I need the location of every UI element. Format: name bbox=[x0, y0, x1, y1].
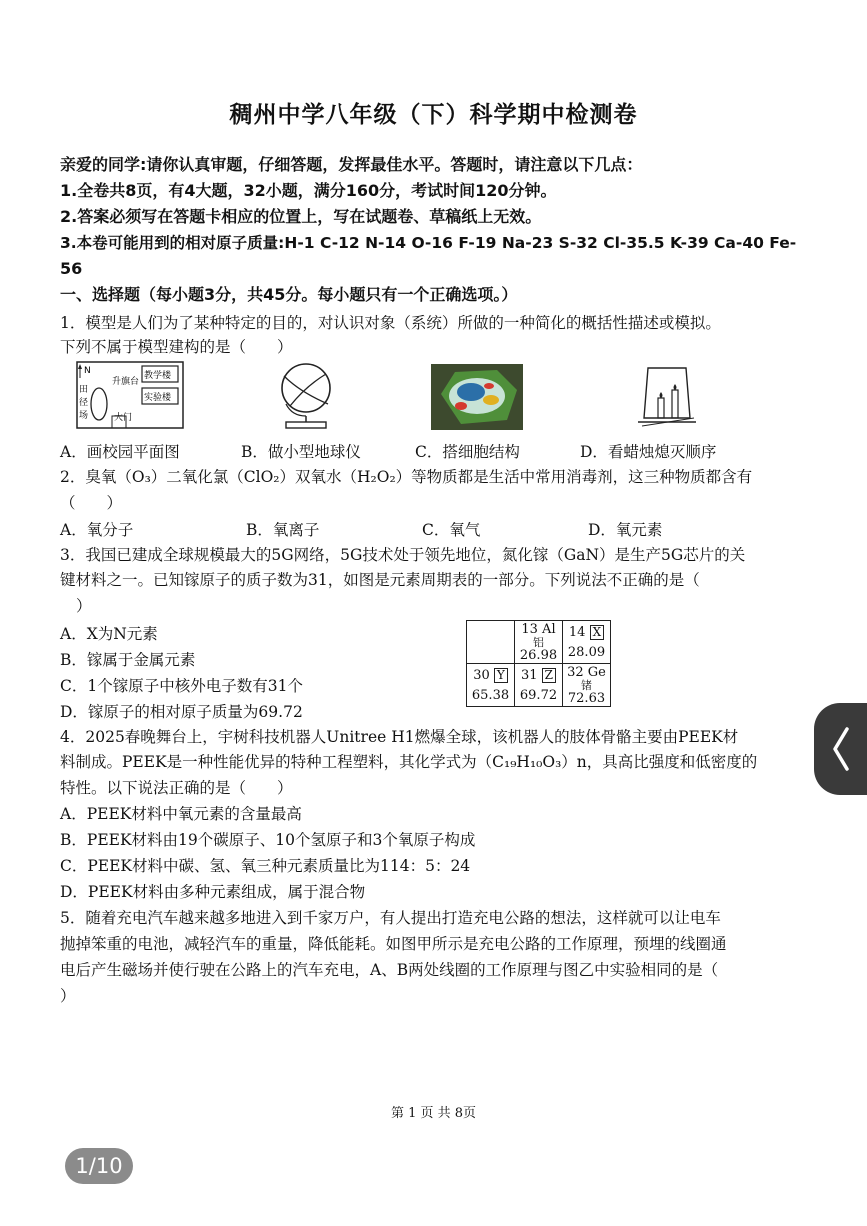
notice-item-3-cont: 56 bbox=[60, 259, 83, 278]
empty-cell bbox=[467, 621, 515, 664]
page-title: 稠州中学八年级（下）科学期中检测卷 bbox=[229, 102, 638, 128]
notice-item-1: 1.全卷共8页，有4大题，32小题，满分160分，考试时间120分钟。 bbox=[60, 181, 557, 200]
q4-option-c: C．PEEK材料中碳、氢、氧三种元素质量比为114：5：24 bbox=[60, 857, 471, 875]
q4-stem-line2: 料制成。PEEK是一种性能优异的特种工程塑料，其化学式为（C₁₉H₁₀O₃）n，具高比强度和低密度的 bbox=[60, 753, 758, 771]
q3-stem-line1: 3．我国已建成全球规模最大的5G网络，5G技术处于领先地位，氮化镓（GaN）是生产5G芯片的关 bbox=[60, 546, 746, 564]
platform-label: 升旗台 bbox=[112, 377, 140, 387]
q2-stem-line2: （ ） bbox=[60, 494, 123, 512]
q1-option-a: A．画校园平面图 bbox=[60, 443, 180, 461]
notice-item-3: 3.本卷可能用到的相对原子质量:H-1 C-12 N-14 O-16 F-19 Na-23 S-32 Cl-35.5 K-39 Ca-40 Fe- bbox=[60, 234, 797, 252]
element-cell-z: 31 Z 69.72 bbox=[515, 664, 563, 707]
element-cell-y: 30 Y 65.38 bbox=[467, 664, 515, 707]
q3-option-a: A．X为N元素 bbox=[60, 625, 158, 643]
q3-stem-line2: 键材料之一。已知镓原子的质子数为31，如图是元素周期表的一部分。下列说法不正确的是（ bbox=[60, 571, 700, 589]
element-cell-ge: 32 Ge 锗 72.63 bbox=[563, 664, 611, 707]
cell-model-figure bbox=[431, 364, 523, 430]
teaching-label: 教学楼 bbox=[144, 371, 172, 381]
svg-text:田: 田 bbox=[79, 385, 89, 395]
svg-text:径: 径 bbox=[79, 398, 89, 408]
q3-option-b: B．镓属于金属元素 bbox=[60, 651, 196, 669]
q4-option-b: B．PEEK材料由19个碳原子、10个氢原子和3个氧原子构成 bbox=[60, 831, 476, 849]
page-counter: 1/10 bbox=[65, 1148, 133, 1184]
candle-experiment-figure bbox=[634, 360, 700, 430]
q4-option-d: D．PEEK材料由多种元素组成，属于混合物 bbox=[60, 883, 366, 901]
globe-model-figure bbox=[270, 360, 340, 430]
q2-option-c: C．氧气 bbox=[422, 521, 481, 539]
q1-option-d: D．看蜡烛熄灭顺序 bbox=[580, 443, 717, 461]
q1-option-b: B．做小型地球仪 bbox=[241, 443, 361, 461]
q2-stem-line1: 2．臭氧（O₃）二氧化氯（ClO₂）双氧水（H₂O₂）等物质都是生活中常用消毒剂，这三种物质都含有 bbox=[60, 468, 753, 486]
q3-option-d: D．镓原子的相对原子质量为69.72 bbox=[60, 703, 303, 721]
q3-option-c: C．1个镓原子中核外电子数有31个 bbox=[60, 677, 303, 695]
svg-text:场: 场 bbox=[79, 411, 89, 421]
notice-greeting: 亲爱的同学:请你认真审题，仔细答题，发挥最佳水平。答题时，请注意以下几点： bbox=[60, 155, 643, 174]
side-collapse-tab[interactable] bbox=[814, 703, 867, 795]
q3-stem-line3: ） bbox=[76, 597, 92, 615]
q4-stem-line3: 特性。以下说法正确的是（ ） bbox=[60, 779, 293, 797]
periodic-table-excerpt bbox=[466, 620, 611, 707]
q4-stem-line1: 4．2025春晚舞台上，宇树科技机器人Unitree H1燃爆全球，该机器人的肢体骨骼主要由PEEK材 bbox=[60, 728, 739, 746]
q5-stem-line4: ） bbox=[60, 987, 76, 1005]
notice-item-2: 2.答案必须写在答题卡相应的位置上，写在试题卷、草稿纸上无效。 bbox=[60, 207, 542, 226]
q1-option-c: C．搭细胞结构 bbox=[415, 443, 520, 461]
campus-map-figure bbox=[74, 360, 186, 430]
chevron-left-icon bbox=[830, 725, 852, 773]
element-cell-x: 14 X 28.09 bbox=[563, 621, 611, 664]
page-footer: 第 1 页 共 8页 bbox=[390, 1106, 477, 1121]
q1-stem-line1: 1．模型是人们为了某种特定的目的，对认识对象（系统）所做的一种简化的概括性描述或模拟。 bbox=[60, 314, 721, 332]
q5-stem-line2: 抛掉笨重的电池，减轻汽车的重量，降低能耗。如图甲所示是充电公路的工作原理，预埋的线圈通 bbox=[60, 935, 727, 953]
section-heading: 一、选择题（每小题3分，共45分。每小题只有一个正确选项。） bbox=[60, 285, 518, 304]
q2-option-d: D．氧元素 bbox=[588, 521, 663, 539]
north-label: N bbox=[84, 366, 91, 376]
element-cell-al: 13 Al 铝 26.98 bbox=[515, 621, 563, 664]
q1-stem-line2: 下列不属于模型建构的是（ ） bbox=[60, 338, 293, 356]
lab-label: 实验楼 bbox=[144, 393, 172, 403]
q5-stem-line1: 5．随着充电汽车越来越多地进入到千家万户，有人提出打造充电公路的想法，这样就可以让电车 bbox=[60, 909, 721, 927]
q2-option-a: A．氧分子 bbox=[60, 521, 134, 539]
q4-option-a: A．PEEK材料中氧元素的含量最高 bbox=[60, 805, 302, 823]
gate-label: 大门 bbox=[114, 413, 133, 423]
q5-stem-line3: 电后产生磁场并使行驶在公路上的汽车充电，A、B两处线圈的工作原理与图乙中实验相同的是（ bbox=[60, 961, 719, 979]
q2-option-b: B．氧离子 bbox=[246, 521, 320, 539]
